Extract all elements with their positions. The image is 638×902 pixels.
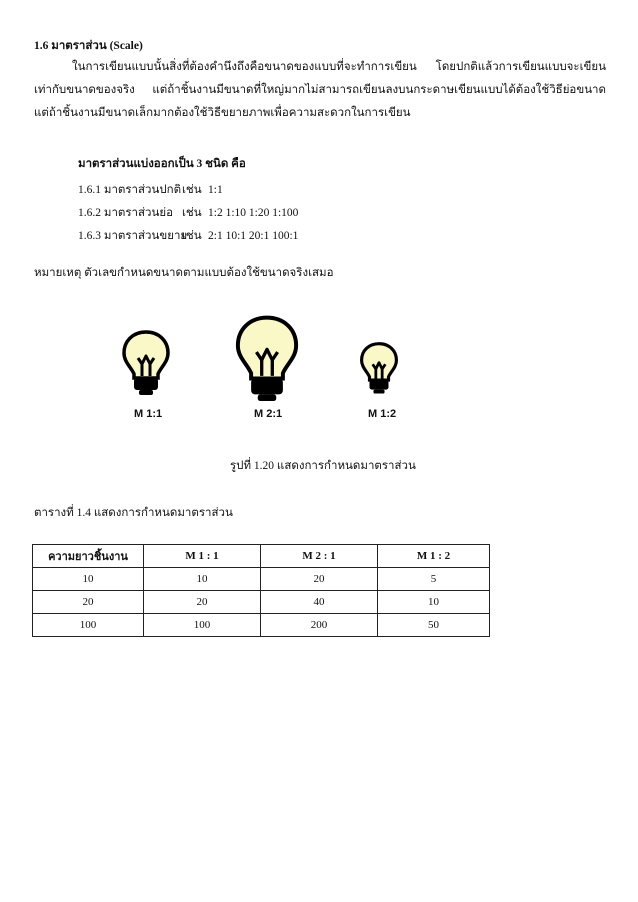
type-example-word: เช่น xyxy=(182,207,202,219)
intro-paragraph xyxy=(34,56,606,125)
table-cell: 20 xyxy=(33,591,144,614)
type-label: 1.6.3 มาตราส่วนขยาย xyxy=(78,230,188,242)
table-cell: 10 xyxy=(33,568,144,591)
section-title: มาตราส่วน (Scale) xyxy=(51,40,143,52)
type-values: 1:2 1:10 1:20 1:100 xyxy=(208,207,299,219)
table-cell: 100 xyxy=(33,614,144,637)
bulb-2-1-icon xyxy=(234,315,300,405)
scale-table xyxy=(32,544,490,637)
table-cell: 50 xyxy=(378,614,490,637)
type-example-word: เช่น xyxy=(182,184,202,196)
bulb-1-1-icon xyxy=(122,330,170,398)
note-text: หมายเหตุ ตัวเลขกำหนดขนาดตามแบบต้องใช้ขนาดจริงเสมอ xyxy=(34,267,334,279)
type-label: 1.6.1 มาตราส่วนปกติ xyxy=(78,184,182,196)
type-values: 2:1 10:1 20:1 100:1 xyxy=(208,230,299,242)
table-cell: 20 xyxy=(261,568,378,591)
type-values: 1:1 xyxy=(208,184,223,196)
table-cell: 20 xyxy=(144,591,261,614)
table-row xyxy=(33,591,490,614)
table-cell: 200 xyxy=(261,614,378,637)
table-header-cell: ความยาวชิ้นงาน xyxy=(33,545,144,568)
intro-paragraph-text: ในการเขียนแบบนั้นสิ่งที่ต้องคำนึงถึงคือขนาดของแบบที่จะทำการเขียน โดยปกติแล้วการเขียนแบบจะเขียนเท่ากับขนาดของจริง แต่ถ้าชิ้นงานมีขนาดที่ใหญ่มากไม่สามารถเขียนลงบนกระดาษเขียนแบบได้ต้องใช้วิธีย่อขนาดแต่ถ้าชิ้นงานมีขนาดเล็กมากต้องใช้วิธีขยายภาพเพื่อความสะดวกในการเขียน xyxy=(34,61,606,119)
type-example-word: เช่น xyxy=(182,230,202,242)
table-row xyxy=(33,614,490,637)
table-cell: 10 xyxy=(144,568,261,591)
table-header-cell: M 1 : 1 xyxy=(144,545,261,568)
table-header-cell: M 1 : 2 xyxy=(378,545,490,568)
table-header-row xyxy=(33,545,490,568)
table-row xyxy=(33,568,490,591)
type-label: 1.6.2 มาตราส่วนย่อ xyxy=(78,207,173,219)
figure-caption: รูปที่ 1.20 แสดงการกำหนดมาตราส่วน xyxy=(230,460,416,472)
type-item xyxy=(78,181,223,199)
bulb-label: M 1:1 xyxy=(134,408,163,420)
types-heading: มาตราส่วนแบ่งออกเป็น 3 ชนิด คือ xyxy=(78,158,246,170)
table-cell: 100 xyxy=(144,614,261,637)
table-cell: 5 xyxy=(378,568,490,591)
table-header-cell: M 2 : 1 xyxy=(261,545,378,568)
type-item xyxy=(78,204,298,222)
type-item xyxy=(78,227,298,245)
table-cell: 10 xyxy=(378,591,490,614)
bulb-1-2-icon xyxy=(360,342,398,396)
section-number: 1.6 xyxy=(34,40,49,52)
table-caption: ตารางที่ 1.4 แสดงการกำหนดมาตราส่วน xyxy=(34,507,233,519)
bulb-label: M 2:1 xyxy=(254,408,283,420)
table-cell: 40 xyxy=(261,591,378,614)
bulb-label: M 1:2 xyxy=(368,408,397,420)
section-heading xyxy=(34,37,143,55)
